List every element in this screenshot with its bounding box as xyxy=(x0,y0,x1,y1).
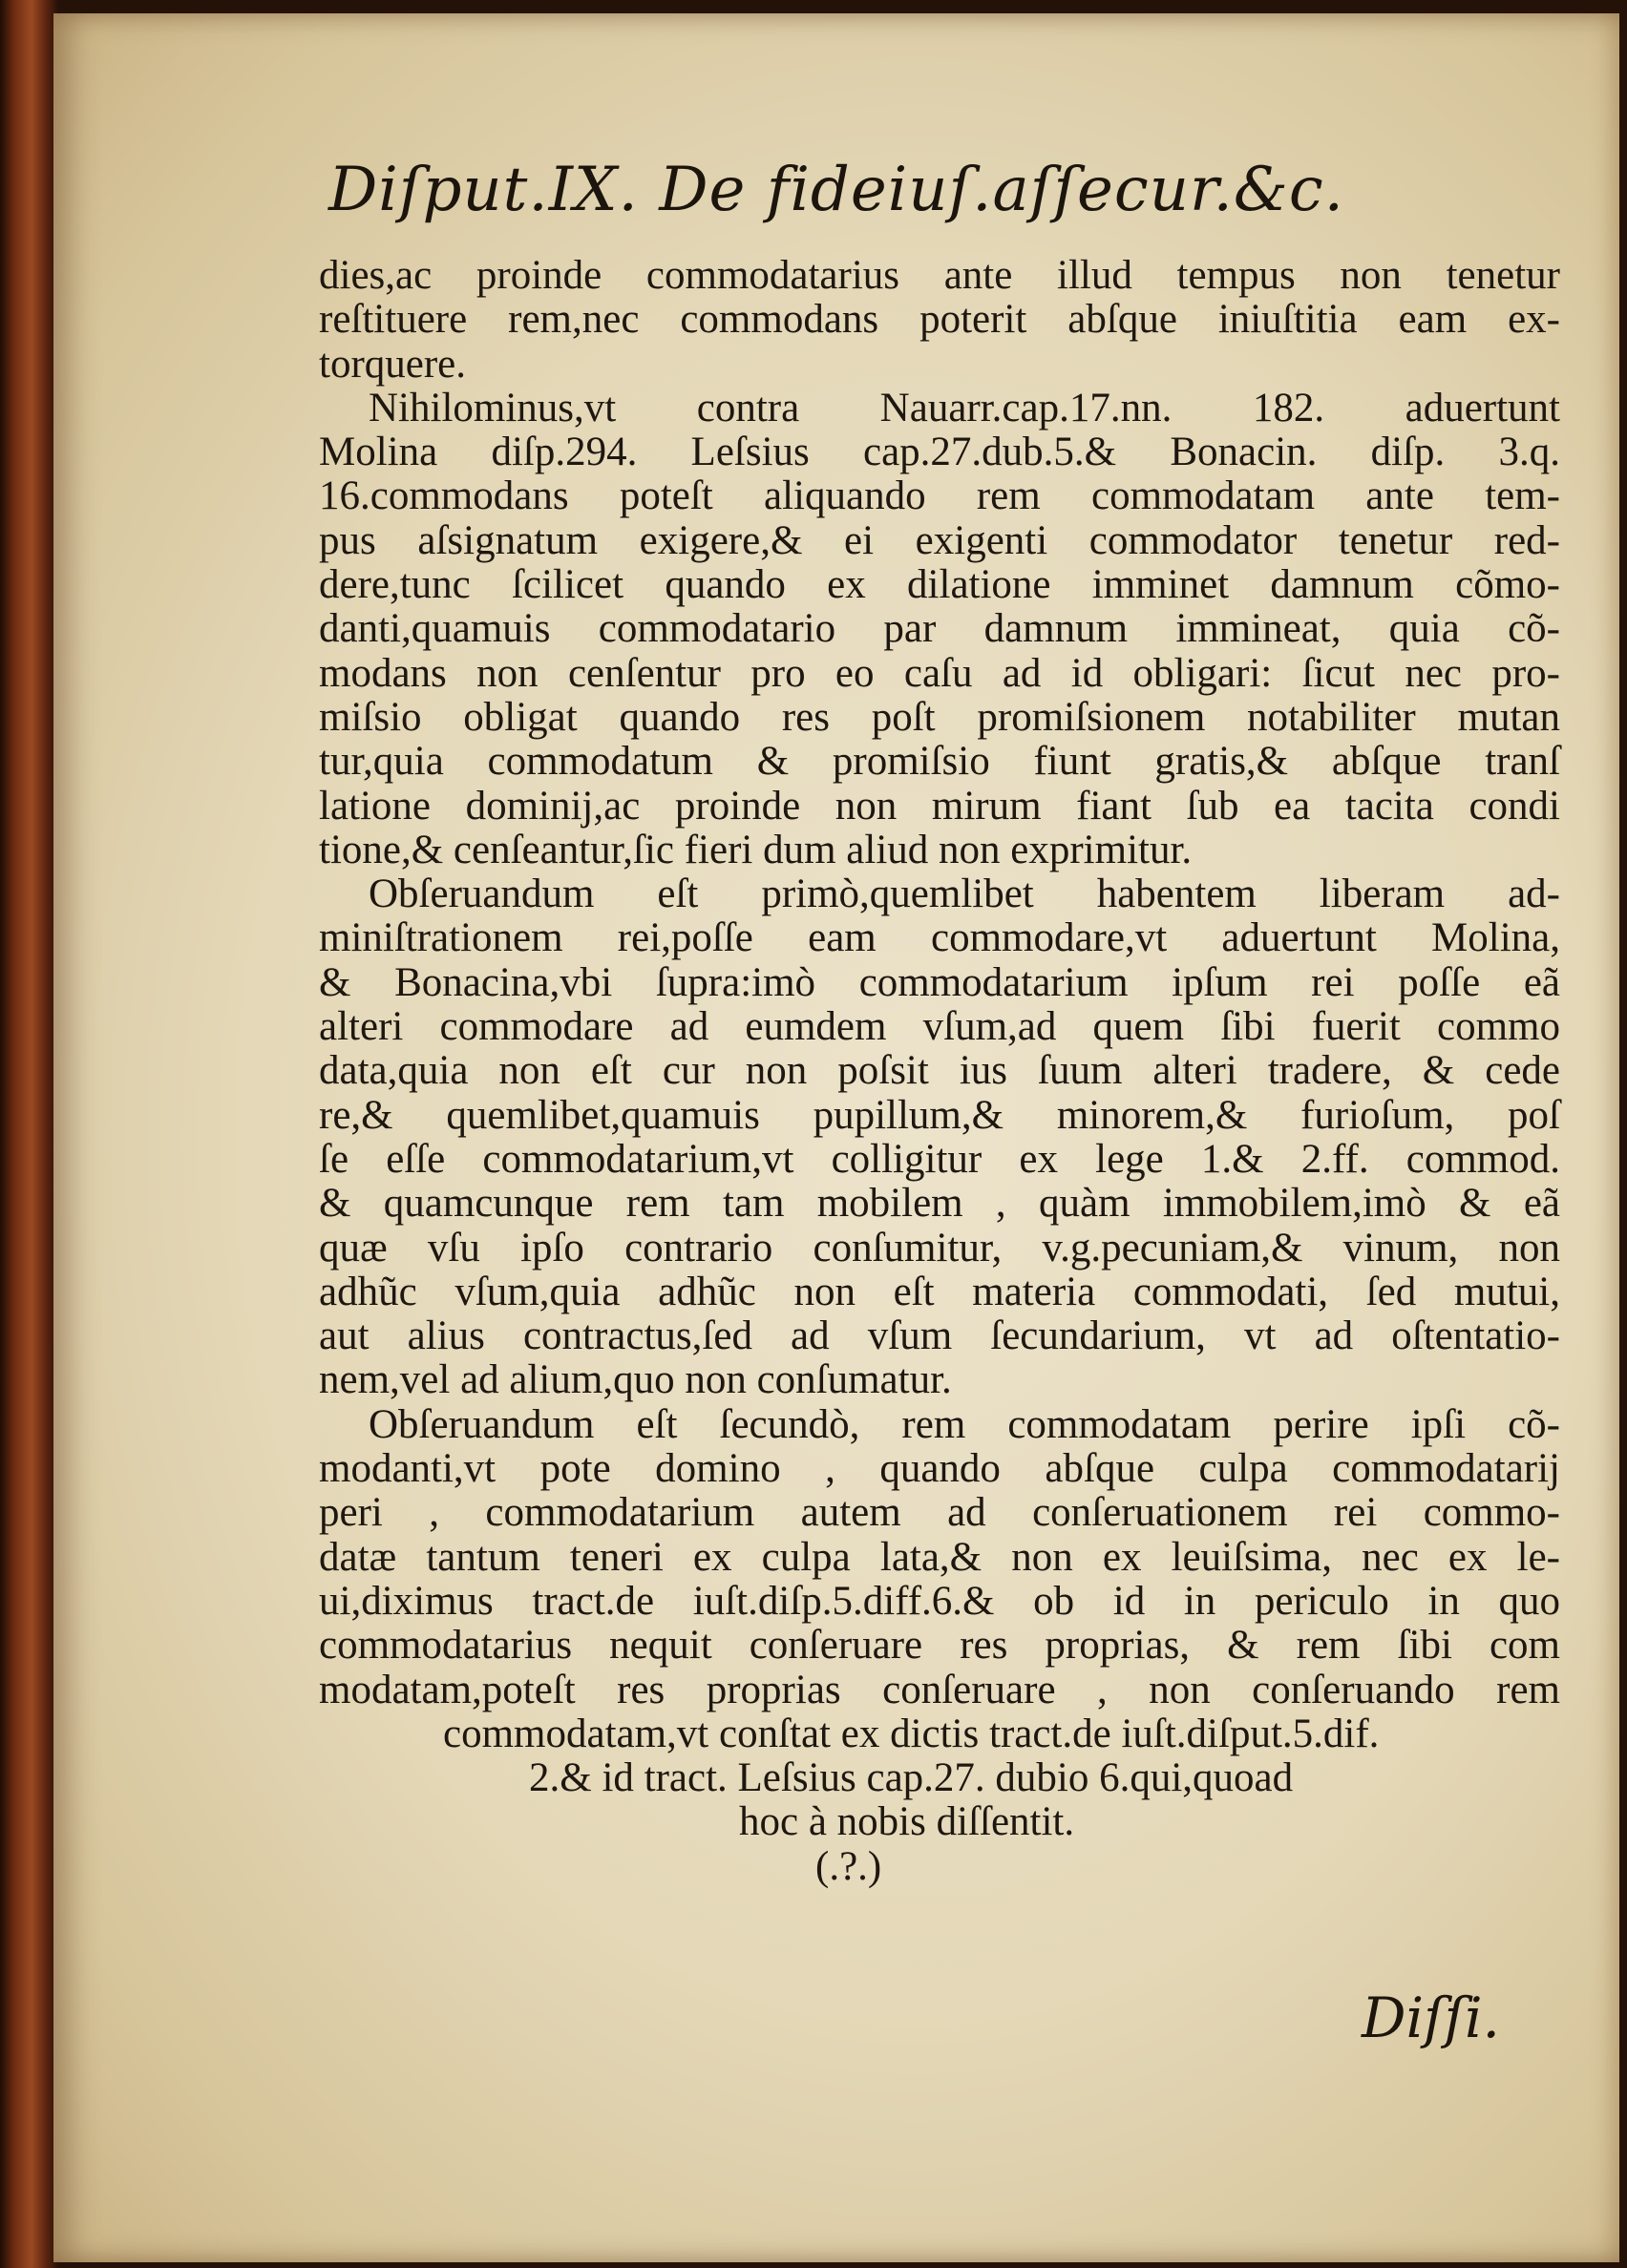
text-line: data,quia non eſt cur non poſsit ius ſuum alteri tradere, & cede xyxy=(319,1048,1560,1094)
text-line: 2.& id tract. Leſsius cap.27. dubio 6.qui,quoad xyxy=(529,1755,1294,1801)
text-line: danti,quamuis commodatario par damnum immineat, quia cõ- xyxy=(319,606,1560,652)
catchword: Diſſi. xyxy=(1362,1985,1500,2050)
text-line: quæ vſu ipſo contrario conſumitur, v.g.pecuniam,& vinum, non xyxy=(319,1225,1560,1270)
book-spine-edge xyxy=(0,0,57,2268)
text-line: datæ tantum teneri ex culpa lata,& non ex leuiſsima, nec ex le- xyxy=(319,1534,1560,1580)
text-line: Nihilominus,vt contra Nauarr.cap.17.nn. 182. aduertunt xyxy=(369,385,1560,430)
text-line: miniſtrationem rei,poſſe eam commodare,vt aduertunt Molina, xyxy=(319,915,1560,961)
text-line: nem,vel ad alium,quo non conſumatur. xyxy=(319,1357,952,1403)
text-line: alteri commodare ad eumdem vſum,ad quem ſibi fuerit commo xyxy=(319,1004,1560,1050)
text-line: commodatam,vt conſtat ex dictis tract.de iuſt.diſput.5.dif. xyxy=(443,1711,1380,1756)
text-line: torquere. xyxy=(319,341,467,387)
text-line: & quamcunque rem tam mobilem , quàm immobilem,imò & eã xyxy=(319,1181,1560,1227)
text-line: 16.commodans poteſt aliquando rem commodatam ante tem- xyxy=(319,473,1560,519)
text-line: hoc à nobis diſſentit. xyxy=(739,1799,1075,1845)
body-text xyxy=(319,254,1560,1889)
text-line: Obſeruandum eſt primò,quemlibet habentem liberam ad- xyxy=(369,872,1560,917)
text-line: commodatarius nequit conſeruare res proprias, & rem ſibi com xyxy=(319,1623,1560,1669)
text-line: re,& quemlibet,quamuis pupillum,& minorem,& furioſum, poſ xyxy=(319,1092,1560,1138)
page-mark: (.?.) xyxy=(815,1843,882,1889)
text-line: aut alius contractus,ſed ad vſum ſecundarium, vt ad oſtentatio- xyxy=(319,1313,1560,1359)
text-line: ui,diximus tract.de iuſt.diſp.5.diff.6.& ob id in periculo in quo xyxy=(319,1578,1560,1624)
running-header: Diſput.IX. De fideiuſ.aſſecur.&c. xyxy=(328,155,1345,225)
book-page xyxy=(53,13,1619,2262)
text-line: miſsio obligat quando res poſt promiſsionem notabiliter mutan xyxy=(319,694,1560,740)
text-line: dies,ac proinde commodatarius ante illud tempus non tenetur xyxy=(319,253,1560,298)
text-line: Obſeruandum eſt ſecundò, rem commodatam perire ipſi cõ- xyxy=(369,1401,1560,1447)
text-line: tur,quia commodatum & promiſsio fiunt gratis,& abſque tranſ xyxy=(319,739,1560,785)
text-line: modanti,vt pote domino , quando abſque culpa commodatarij xyxy=(319,1446,1560,1492)
text-line: Molina diſp.294. Leſsius cap.27.dub.5.& Bonacin. diſp. 3.q. xyxy=(319,430,1560,475)
text-line: reſtituere rem,nec commodans poterit abſque iniuſtitia eam ex- xyxy=(319,297,1560,343)
text-line: pus aſsignatum exigere,& ei exigenti commodator tenetur red- xyxy=(319,517,1560,563)
text-line: & Bonacina,vbi ſupra:imò commodatarium ipſum rei poſſe eã xyxy=(319,959,1560,1005)
text-line: modans non cenſentur pro eo caſu ad id obligari: ſicut nec pro- xyxy=(319,650,1560,696)
text-line: modatam,poteſt res proprias conſeruare , non conſeruando rem xyxy=(319,1667,1560,1712)
text-line: adhũc vſum,quia adhũc non eſt materia commodati, ſed mutui, xyxy=(319,1269,1560,1314)
text-line: peri , commodatarium autem ad conſeruationem rei commo- xyxy=(319,1490,1560,1536)
text-line: tione,& cenſeantur,ſic fieri dum aliud non exprimitur. xyxy=(319,827,1193,872)
text-line: ſe eſſe commodatarium,vt colligitur ex lege 1.& 2.ff. commod. xyxy=(319,1136,1560,1182)
text-line: latione dominij,ac proinde non mirum fiant ſub ea tacita condi xyxy=(319,783,1560,829)
text-line: dere,tunc ſcilicet quando ex dilatione imminet damnum cõmo- xyxy=(319,562,1560,608)
